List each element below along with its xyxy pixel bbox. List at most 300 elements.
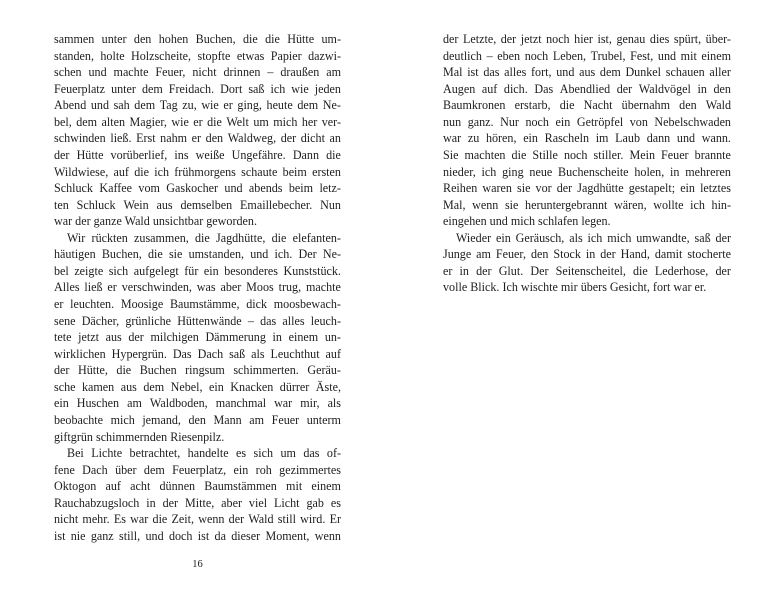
word: in	[697, 81, 707, 96]
word: ein	[555, 114, 571, 129]
text-line	[54, 313, 341, 330]
word: zu,	[182, 98, 197, 113]
word: Feuer	[661, 147, 689, 162]
word: noch	[525, 114, 549, 129]
word: Mal,	[443, 197, 466, 212]
word: dem	[599, 65, 621, 80]
word: und	[88, 65, 107, 80]
word: sie	[168, 247, 183, 262]
word: den	[530, 247, 549, 262]
word: Es	[113, 512, 126, 527]
text-line	[443, 31, 731, 48]
word: er	[443, 263, 453, 278]
word: die	[265, 32, 280, 46]
word: jetzt	[78, 330, 99, 345]
word: Dann	[292, 147, 320, 162]
word: nahm	[160, 131, 188, 146]
word: häutigen	[54, 247, 96, 262]
word: dem	[297, 98, 319, 113]
word: jetzt	[520, 32, 542, 46]
word: ist	[467, 65, 479, 80]
word: war	[274, 396, 293, 411]
word: holte	[100, 48, 125, 63]
word: Feuer,	[155, 65, 186, 80]
word: die	[326, 147, 341, 162]
word: damit	[654, 247, 683, 262]
word: mit	[680, 48, 697, 63]
word: sie	[517, 181, 531, 196]
word: Moosige	[120, 297, 164, 311]
word: zusammen,	[134, 230, 189, 245]
word: am	[249, 412, 265, 427]
word: unterm	[306, 412, 341, 427]
word: aber	[221, 495, 242, 510]
word: am	[127, 396, 142, 411]
word: Hütte	[76, 147, 104, 162]
word: trug,	[278, 280, 302, 295]
word: ein	[495, 230, 511, 245]
word: draußen	[280, 65, 320, 80]
text-line	[54, 412, 341, 429]
word: ist	[197, 528, 210, 543]
word: Trubel,	[590, 48, 626, 63]
word: Oktogon	[54, 479, 97, 494]
word: erstarb,	[514, 98, 551, 113]
word: ließ	[84, 280, 103, 295]
word: Fest,	[630, 48, 654, 63]
word: die	[242, 32, 258, 46]
word: ein	[203, 263, 219, 278]
word: dem	[141, 81, 163, 96]
word: gezimmertes	[279, 462, 341, 477]
word: etwas	[236, 48, 265, 63]
word: Ungefähre.	[231, 147, 286, 162]
word: viel	[248, 495, 268, 510]
word: saß	[248, 81, 265, 96]
word: die	[633, 263, 648, 278]
word: still,	[119, 528, 141, 543]
word: mit	[286, 479, 303, 494]
word: der	[228, 512, 245, 527]
word: leuchten.	[70, 297, 115, 311]
word: ins	[174, 147, 189, 162]
word: um-	[321, 32, 341, 46]
word: die	[271, 230, 287, 245]
word: ein	[233, 462, 249, 477]
word: alles	[282, 313, 305, 328]
word: Ne-	[322, 247, 341, 262]
word: eben	[497, 48, 521, 63]
word: milchigen	[150, 330, 199, 345]
word: doch	[168, 528, 193, 543]
word: Schluck	[54, 181, 93, 196]
word: der	[54, 363, 70, 378]
word: elefanten-	[292, 230, 341, 245]
text-line	[54, 97, 341, 114]
word: machte	[113, 65, 149, 80]
word: unter	[101, 32, 127, 46]
word: Welt	[226, 114, 249, 129]
word: beim	[288, 181, 314, 196]
word: dem	[143, 379, 165, 394]
text-line	[54, 164, 341, 181]
word: nicht	[54, 512, 79, 527]
word: Dach	[82, 462, 108, 477]
word: den	[713, 81, 731, 96]
word: das	[303, 446, 320, 461]
word: Junge	[443, 247, 472, 262]
word: sene	[54, 313, 76, 328]
text-line	[54, 279, 341, 296]
word: heruntergebrannt	[525, 197, 608, 212]
text-line	[54, 64, 341, 81]
word: auf	[105, 479, 121, 494]
word: heute	[266, 98, 293, 113]
word: dazwi-	[308, 48, 341, 63]
word: der	[54, 147, 70, 162]
word: er	[107, 280, 117, 295]
word: die	[148, 247, 163, 262]
word: der	[715, 263, 731, 278]
text-line	[443, 197, 731, 214]
word: fene	[54, 462, 75, 477]
word: in	[459, 263, 469, 278]
word: Kunststück.	[283, 263, 341, 278]
text-line	[443, 147, 731, 164]
word: weiße	[195, 147, 225, 162]
word: ist	[54, 528, 66, 543]
word: wird.	[300, 512, 326, 527]
word: handelte	[187, 446, 229, 461]
text-line	[54, 48, 341, 65]
word: Hand,	[620, 247, 650, 262]
word: sammen	[54, 32, 95, 46]
word: –	[267, 65, 274, 80]
word: alles	[504, 65, 527, 80]
word: Wir	[67, 230, 86, 245]
word: demselben	[180, 197, 233, 212]
word: Glut.	[498, 263, 524, 278]
word: und	[556, 65, 575, 80]
word: ging,	[237, 98, 262, 113]
text-line: volle Blick. Ich wischte mir übers Gesicht, fort war er.	[443, 280, 707, 295]
word: Leuchthut	[270, 346, 320, 361]
word: der	[556, 181, 573, 196]
text-line	[54, 180, 341, 197]
word: ganz	[90, 528, 114, 543]
word: nicht	[192, 65, 217, 80]
text-line	[54, 528, 341, 545]
word: dich.	[503, 81, 528, 96]
word: Wildwiese,	[54, 164, 109, 179]
word: Rascheln	[544, 131, 589, 146]
word: aller	[709, 65, 731, 80]
word: wirklichen	[54, 346, 106, 361]
word: für	[184, 263, 199, 278]
word: die	[134, 164, 149, 179]
word: ich	[270, 81, 286, 96]
text-line	[54, 445, 341, 462]
word: Feuerplatz,	[172, 462, 227, 477]
word: ich	[154, 164, 170, 179]
text-line	[54, 230, 341, 247]
word: es	[330, 495, 341, 510]
word: die	[559, 98, 575, 113]
word: dünnen	[159, 479, 196, 494]
word: noch	[546, 32, 570, 46]
word: Hütte,	[77, 363, 108, 378]
text-line	[54, 346, 341, 363]
word: es	[236, 446, 247, 461]
word: vom	[138, 181, 160, 196]
word: er	[191, 131, 202, 146]
word: Geräu-	[307, 363, 341, 378]
word: roh	[255, 462, 272, 477]
word: un-	[324, 330, 341, 345]
word: in	[585, 247, 596, 262]
word: stopfte	[197, 48, 231, 63]
word: dem	[143, 462, 165, 477]
word: aber	[220, 280, 242, 295]
word: Dämmerung	[205, 330, 266, 345]
word: Geräusch,	[515, 230, 565, 245]
word: Stille	[532, 147, 558, 162]
word: beobachte	[54, 412, 104, 427]
word: verschwinden,	[121, 280, 192, 295]
word: über	[115, 462, 137, 477]
word: ich	[690, 197, 705, 212]
word: wären,	[614, 197, 647, 212]
word: Licht	[274, 495, 300, 510]
word: sche	[54, 379, 76, 394]
word: brannte	[694, 147, 731, 162]
word: war	[130, 512, 149, 527]
word: mir,	[300, 396, 320, 411]
word: Magier,	[129, 114, 167, 129]
word: Baumstämme,	[169, 297, 240, 311]
word: unter	[111, 81, 136, 96]
word: her	[301, 114, 318, 129]
word: Hüttenwände	[177, 313, 242, 328]
word: war	[443, 131, 462, 146]
word: ver-	[321, 114, 341, 129]
word: schaute	[241, 164, 278, 179]
word: Stock	[553, 247, 581, 262]
word: ganz.	[467, 114, 494, 129]
text-line	[443, 64, 731, 81]
word: von	[629, 114, 648, 129]
word: Gaskocher	[166, 181, 219, 196]
word: spürt,	[673, 32, 702, 46]
word: Der	[298, 247, 317, 262]
word: was	[196, 280, 216, 295]
word: abends	[248, 181, 283, 196]
word: Feuerplatz	[54, 81, 106, 96]
word: Waldboden,	[149, 396, 208, 411]
word: fort,	[531, 65, 552, 80]
word: Mein	[629, 147, 655, 162]
word: saß	[229, 346, 246, 361]
text-line	[54, 31, 341, 48]
word: am	[326, 65, 341, 80]
word: bel	[54, 263, 69, 278]
word: manchmal	[215, 396, 267, 411]
word: schwinden	[54, 131, 106, 146]
word: hin-	[711, 197, 731, 212]
word: nieder,	[443, 164, 476, 179]
word: ringsum	[185, 363, 225, 378]
word: Jagdhütte,	[216, 230, 266, 245]
word: Sie	[443, 147, 459, 162]
word: leuch-	[310, 313, 341, 328]
word: stiller.	[593, 147, 624, 162]
word: Ne-	[322, 98, 341, 113]
word: Getröpfel	[576, 114, 624, 129]
word: holen,	[634, 164, 665, 179]
word: Zeit,	[171, 512, 195, 527]
word: schauen	[665, 65, 705, 80]
text-line	[443, 130, 731, 147]
word: Nacht	[583, 98, 613, 113]
word: übernahm	[621, 98, 671, 113]
word: Buchen,	[195, 32, 236, 46]
word: einem	[288, 330, 319, 345]
word: den	[205, 131, 224, 146]
word: mich	[607, 230, 632, 245]
word: Äste,	[315, 379, 341, 394]
word: der	[162, 495, 179, 510]
word: wie	[171, 114, 189, 129]
word: und	[90, 98, 109, 113]
word: Wein	[123, 197, 149, 212]
word: Letzte,	[462, 32, 497, 46]
word: besonderes	[224, 263, 278, 278]
word: Augen	[443, 81, 476, 96]
word: Knacken	[230, 379, 274, 394]
word: jemand,	[142, 412, 181, 427]
text-line	[443, 81, 731, 98]
word: wie	[201, 98, 219, 113]
word: den	[133, 32, 152, 46]
text-line	[54, 511, 341, 528]
word: Nebel,	[170, 379, 203, 394]
word: deutlich	[443, 48, 482, 63]
word: Schluck	[76, 197, 116, 212]
word: in	[272, 330, 282, 345]
word: machten	[464, 147, 506, 162]
word: wenn	[472, 197, 499, 212]
word: –	[247, 313, 254, 328]
word: ich	[587, 230, 603, 245]
word: in	[670, 164, 680, 179]
text-line	[54, 379, 341, 396]
word: im	[595, 131, 609, 146]
word: gestapelt;	[628, 181, 676, 196]
word: Rauchabzugsloch	[54, 495, 140, 510]
word: nie	[70, 528, 86, 543]
text-line	[54, 197, 341, 214]
word: der	[280, 131, 297, 146]
word: der	[715, 230, 731, 245]
word: of-	[326, 446, 341, 461]
word: Lichte	[91, 446, 123, 461]
word: dieser	[231, 528, 261, 543]
word: nun	[443, 114, 462, 129]
word: und	[145, 528, 164, 543]
word: betrachtet,	[129, 446, 181, 461]
text-line: giftgrün schimmernden Riesenpilz.	[54, 429, 225, 444]
word: Das	[172, 346, 192, 361]
word: der	[128, 330, 144, 345]
word: einem	[311, 479, 341, 494]
word: Waldvögel	[638, 81, 691, 96]
word: bel,	[54, 114, 72, 129]
word: ich.	[274, 247, 293, 262]
word: dürrer	[279, 379, 310, 394]
word: dann	[646, 131, 671, 146]
word: ein	[680, 181, 695, 196]
word: frühmorgens	[174, 164, 236, 179]
word: den	[679, 98, 697, 113]
word: jeden	[314, 81, 341, 96]
word: acht	[130, 479, 151, 494]
word: Buchen,	[101, 247, 142, 262]
word: Huschen	[76, 396, 120, 411]
word: grünliche	[125, 313, 171, 328]
word: er	[193, 114, 203, 129]
word: zu	[467, 131, 480, 146]
text-line	[54, 329, 341, 346]
word: das	[483, 65, 500, 80]
word: letz-	[319, 181, 341, 196]
word: Er	[329, 512, 341, 527]
word: sah	[113, 98, 130, 113]
word: ersten	[312, 164, 341, 179]
word: Das	[534, 81, 554, 96]
word: mehr.	[82, 512, 110, 527]
word: vor	[535, 181, 552, 196]
word: Erst	[136, 131, 156, 146]
word: stocherte	[687, 247, 731, 262]
word: dem	[76, 114, 98, 129]
text-line: war der ganze Wald unsichtbar geworden.	[54, 214, 257, 229]
text-line	[443, 164, 731, 181]
left-page-text	[54, 31, 341, 544]
word: auf	[481, 81, 498, 96]
word: der	[616, 81, 633, 96]
word: um	[253, 114, 269, 129]
text-line	[443, 180, 731, 197]
text-line: eingehen und mich schlafen legen.	[443, 214, 611, 229]
word: schen	[54, 65, 82, 80]
word: aus	[120, 379, 137, 394]
word: Kaffee	[99, 181, 133, 196]
word: Laub	[615, 131, 641, 146]
word: der	[600, 247, 616, 262]
word: die	[207, 114, 222, 129]
text-line	[443, 114, 731, 131]
word: Leben,	[552, 48, 587, 63]
word: dick	[246, 297, 268, 311]
text-line	[443, 48, 731, 65]
word: tete	[54, 330, 72, 345]
word: und	[224, 181, 243, 196]
word: ein	[54, 396, 69, 411]
word: mich	[110, 412, 135, 427]
word: Moment,	[265, 528, 310, 543]
word: Dach	[197, 346, 224, 361]
word: am	[476, 247, 491, 262]
